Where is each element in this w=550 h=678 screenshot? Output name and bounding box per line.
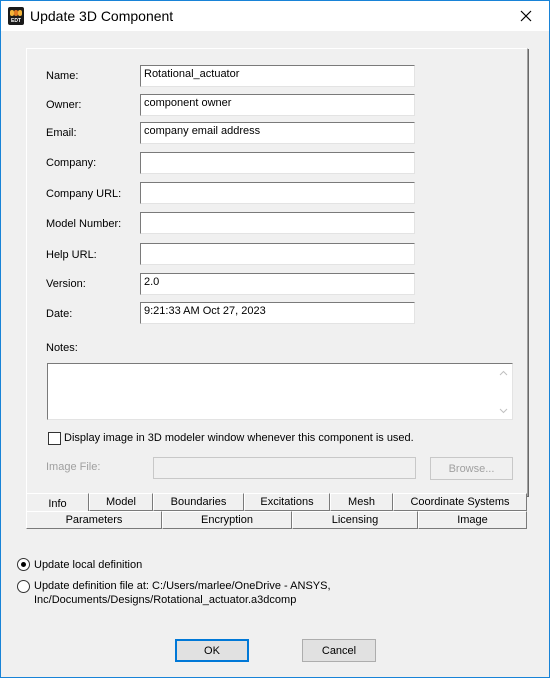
update-local-radio[interactable] bbox=[17, 558, 30, 571]
date-label: Date: bbox=[46, 308, 73, 320]
company-field[interactable] bbox=[140, 152, 415, 174]
image-file-label: Image File: bbox=[46, 461, 101, 473]
tab-parameters[interactable]: Parameters bbox=[26, 511, 162, 529]
tab-encryption[interactable]: Encryption bbox=[162, 511, 292, 529]
app-icon-text: EDT bbox=[11, 18, 21, 24]
image-file-field bbox=[153, 457, 416, 479]
window-title: Update 3D Component bbox=[30, 8, 174, 24]
tab-image[interactable]: Image bbox=[418, 511, 527, 529]
owner-label: Owner: bbox=[46, 99, 82, 111]
company-url-field[interactable] bbox=[140, 182, 415, 204]
ansys-edt-icon bbox=[8, 7, 24, 25]
name-label: Name: bbox=[46, 70, 79, 82]
tab-mesh[interactable]: Mesh bbox=[330, 493, 393, 511]
email-label: Email: bbox=[46, 127, 77, 139]
notes-textarea[interactable] bbox=[47, 363, 513, 420]
tab-excitations[interactable]: Excitations bbox=[244, 493, 330, 511]
help-url-field[interactable] bbox=[140, 243, 415, 265]
tab-boundaries[interactable]: Boundaries bbox=[153, 493, 244, 511]
update-local-label: Update local definition bbox=[34, 559, 143, 571]
browse-button: Browse... bbox=[430, 457, 513, 480]
date-field[interactable]: 9:21:33 AM Oct 27, 2023 bbox=[140, 302, 415, 324]
ok-button[interactable]: OK bbox=[175, 639, 249, 662]
cancel-button[interactable]: Cancel bbox=[302, 639, 376, 662]
display-image-label: Display image in 3D modeler window whenever this component is used. bbox=[64, 432, 414, 444]
notes-label: Notes: bbox=[46, 342, 78, 354]
tab-licensing[interactable]: Licensing bbox=[292, 511, 418, 529]
update-file-label-line1: Update definition file at: C:/Users/marlee/OneDrive - ANSYS, bbox=[34, 580, 331, 592]
version-field[interactable]: 2.0 bbox=[140, 273, 415, 295]
email-field[interactable]: company email address bbox=[140, 122, 415, 144]
model-number-label: Model Number: bbox=[46, 218, 122, 230]
company-url-label: Company URL: bbox=[46, 188, 122, 200]
close-icon bbox=[520, 10, 532, 22]
notes-scrollbar[interactable] bbox=[495, 364, 512, 419]
scroll-up-icon[interactable] bbox=[499, 369, 508, 378]
help-url-label: Help URL: bbox=[46, 249, 97, 261]
display-image-checkbox[interactable] bbox=[48, 432, 61, 445]
tab-model[interactable]: Model bbox=[89, 493, 153, 511]
owner-field[interactable]: component owner bbox=[140, 94, 415, 116]
scroll-down-icon[interactable] bbox=[499, 406, 508, 415]
tab-info[interactable]: Info bbox=[26, 493, 89, 513]
version-label: Version: bbox=[46, 278, 86, 290]
update-file-radio[interactable] bbox=[17, 580, 30, 593]
tab-coordinate-systems[interactable]: Coordinate Systems bbox=[393, 493, 527, 511]
name-field[interactable]: Rotational_actuator bbox=[140, 65, 415, 87]
company-label: Company: bbox=[46, 157, 97, 169]
update-file-label-line2: Inc/Documents/Designs/Rotational_actuator.a3dcomp bbox=[34, 594, 297, 606]
model-number-field[interactable] bbox=[140, 212, 415, 234]
title-bar[interactable] bbox=[1, 1, 549, 31]
close-button[interactable] bbox=[503, 1, 549, 31]
